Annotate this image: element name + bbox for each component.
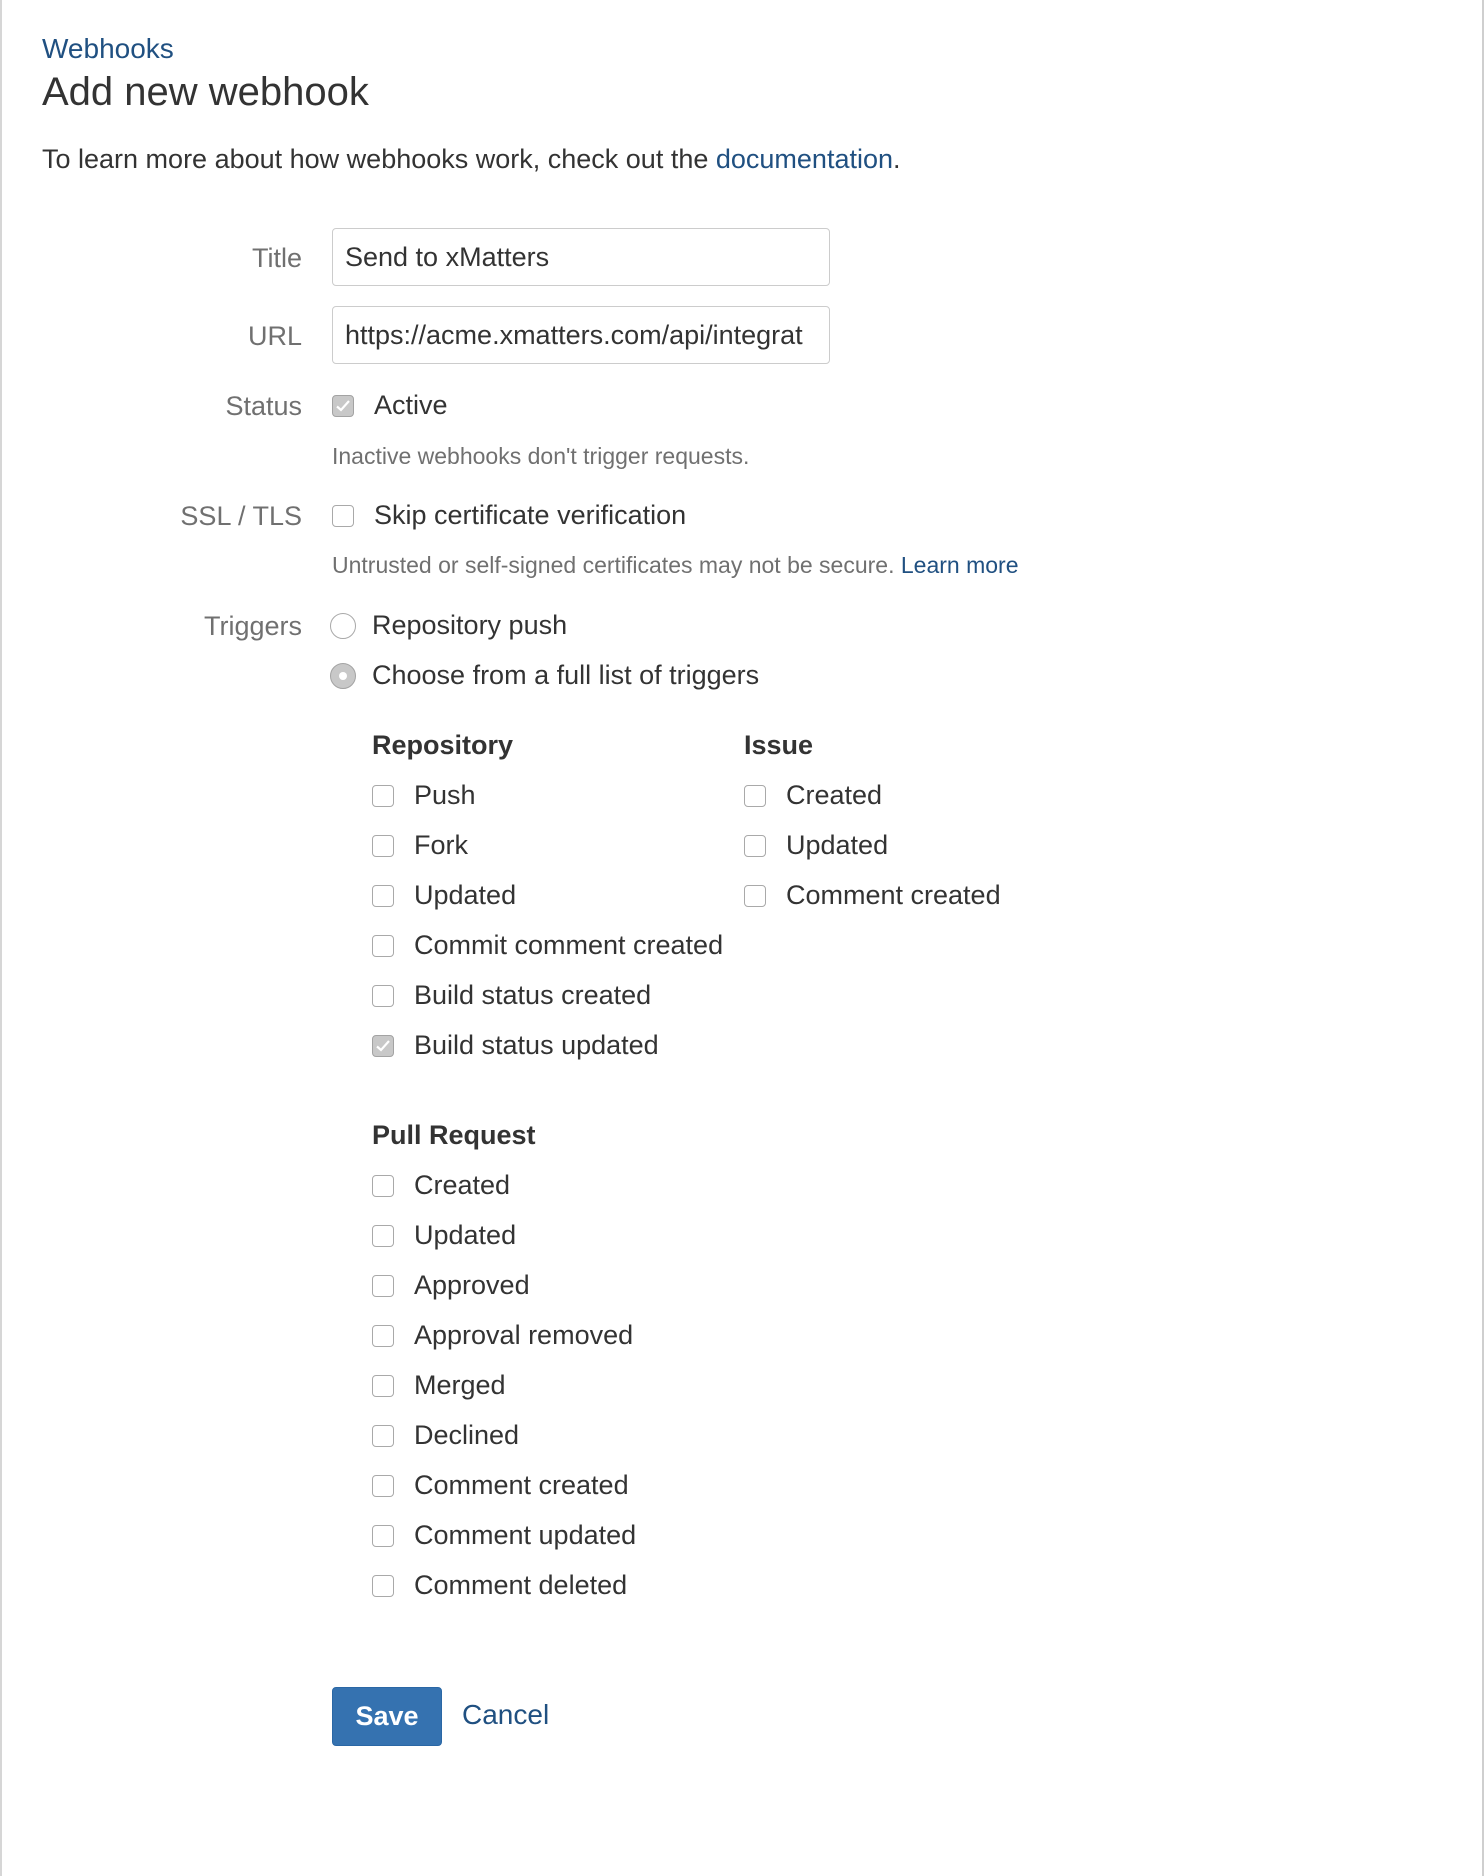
repository-heading: Repository bbox=[372, 730, 514, 760]
pull-request-trigger-label: Declined bbox=[414, 1420, 520, 1450]
ssl-help-body: Untrusted or self-signed certificates may not be secure. bbox=[332, 552, 895, 578]
pull-request-trigger-checkbox[interactable] bbox=[372, 1175, 394, 1197]
pull-request-heading: Pull Request bbox=[372, 1120, 536, 1150]
ssl-label: SSL / TLS bbox=[180, 501, 302, 531]
pull-request-trigger-checkbox[interactable] bbox=[372, 1275, 394, 1297]
pull-request-trigger-checkbox[interactable] bbox=[372, 1225, 394, 1247]
url-input[interactable] bbox=[332, 306, 830, 364]
trigger-mode-repository-push[interactable] bbox=[330, 610, 567, 641]
title-label: Title bbox=[251, 243, 302, 273]
pull-request-trigger-option[interactable] bbox=[372, 1470, 629, 1501]
save-button[interactable]: Save bbox=[332, 1687, 442, 1746]
issue-trigger-checkbox[interactable] bbox=[744, 785, 766, 807]
issue-trigger-label: Updated bbox=[786, 830, 889, 860]
pull-request-trigger-option[interactable] bbox=[372, 1370, 506, 1401]
pull-request-trigger-label: Comment updated bbox=[414, 1520, 637, 1550]
trigger-mode-repository-push-label: Repository push bbox=[372, 610, 568, 640]
radio-dot-icon bbox=[339, 672, 347, 680]
pull-request-trigger-checkbox[interactable] bbox=[372, 1575, 394, 1597]
repository-trigger-checkbox[interactable] bbox=[372, 985, 394, 1007]
repository-trigger-option[interactable] bbox=[372, 830, 468, 861]
ssl-skip-checkbox[interactable] bbox=[332, 505, 354, 527]
pull-request-trigger-option[interactable] bbox=[372, 1520, 636, 1551]
trigger-mode-full-list[interactable] bbox=[330, 660, 759, 691]
status-label: Status bbox=[225, 391, 302, 421]
pull-request-trigger-checkbox[interactable] bbox=[372, 1325, 394, 1347]
trigger-mode-full-list-label: Choose from a full list of triggers bbox=[372, 660, 760, 690]
repository-trigger-label: Build status created bbox=[414, 980, 652, 1010]
pull-request-trigger-label: Updated bbox=[414, 1220, 517, 1250]
ssl-skip-label: Skip certificate verification bbox=[374, 500, 687, 530]
pull-request-trigger-option[interactable] bbox=[372, 1220, 516, 1251]
page-left-border bbox=[0, 0, 2, 1876]
page-title: Add new webhook bbox=[42, 70, 369, 114]
repository-trigger-label: Fork bbox=[414, 830, 468, 860]
pull-request-trigger-label: Comment deleted bbox=[414, 1570, 628, 1600]
intro-text bbox=[42, 144, 901, 175]
repository-trigger-checkbox[interactable] bbox=[372, 835, 394, 857]
intro-text-body: To learn more about how webhooks work, check out the bbox=[42, 144, 716, 174]
ssl-skip-option[interactable] bbox=[332, 500, 686, 531]
status-active-option[interactable] bbox=[332, 390, 448, 421]
repository-trigger-option[interactable] bbox=[372, 930, 723, 961]
status-active-checkbox[interactable] bbox=[332, 395, 354, 417]
pull-request-trigger-option[interactable] bbox=[372, 1270, 530, 1301]
checkmark-icon bbox=[375, 1039, 391, 1053]
issue-trigger-label: Comment created bbox=[786, 880, 1001, 910]
repository-trigger-option[interactable] bbox=[372, 980, 651, 1011]
ssl-help-text bbox=[332, 552, 1019, 579]
intro-text-suffix: . bbox=[893, 144, 901, 174]
pull-request-trigger-option[interactable] bbox=[372, 1570, 627, 1601]
pull-request-trigger-label: Created bbox=[414, 1170, 511, 1200]
trigger-mode-full-list-radio[interactable] bbox=[330, 663, 356, 689]
title-input[interactable] bbox=[332, 228, 830, 286]
pull-request-trigger-checkbox[interactable] bbox=[372, 1475, 394, 1497]
issue-trigger-checkbox[interactable] bbox=[744, 835, 766, 857]
issue-trigger-option[interactable] bbox=[744, 880, 1001, 911]
pull-request-trigger-option[interactable] bbox=[372, 1420, 519, 1451]
issue-trigger-checkbox[interactable] bbox=[744, 885, 766, 907]
pull-request-trigger-label: Approval removed bbox=[414, 1320, 634, 1350]
pull-request-trigger-checkbox[interactable] bbox=[372, 1425, 394, 1447]
repository-trigger-label: Updated bbox=[414, 880, 517, 910]
cancel-link[interactable]: Cancel bbox=[462, 1699, 550, 1730]
pull-request-trigger-option[interactable] bbox=[372, 1170, 510, 1201]
pull-request-trigger-checkbox[interactable] bbox=[372, 1375, 394, 1397]
learn-more-link[interactable]: Learn more bbox=[900, 552, 1019, 578]
status-active-label: Active bbox=[374, 390, 448, 420]
pull-request-trigger-label: Approved bbox=[414, 1270, 530, 1300]
repository-trigger-label: Push bbox=[414, 780, 476, 810]
repository-trigger-label: Build status updated bbox=[414, 1030, 659, 1060]
pull-request-trigger-label: Merged bbox=[414, 1370, 506, 1400]
issue-trigger-option[interactable] bbox=[744, 780, 882, 811]
issue-trigger-label: Created bbox=[786, 780, 883, 810]
triggers-label: Triggers bbox=[203, 611, 302, 641]
pull-request-trigger-checkbox[interactable] bbox=[372, 1525, 394, 1547]
pull-request-trigger-option[interactable] bbox=[372, 1320, 633, 1351]
documentation-link[interactable]: documentation bbox=[715, 144, 893, 174]
repository-trigger-option[interactable] bbox=[372, 1030, 659, 1061]
status-help-text: Inactive webhooks don't trigger requests. bbox=[332, 443, 750, 469]
repository-trigger-checkbox[interactable] bbox=[372, 885, 394, 907]
pull-request-trigger-label: Comment created bbox=[414, 1470, 629, 1500]
repository-trigger-checkbox[interactable] bbox=[372, 1035, 394, 1057]
repository-trigger-label: Commit comment created bbox=[414, 930, 724, 960]
breadcrumb-webhooks[interactable]: Webhooks bbox=[42, 33, 174, 64]
issue-trigger-option[interactable] bbox=[744, 830, 888, 861]
url-label: URL bbox=[247, 321, 302, 351]
repository-trigger-option[interactable] bbox=[372, 880, 516, 911]
repository-trigger-checkbox[interactable] bbox=[372, 785, 394, 807]
repository-trigger-option[interactable] bbox=[372, 780, 476, 811]
checkmark-icon bbox=[335, 399, 351, 413]
repository-trigger-checkbox[interactable] bbox=[372, 935, 394, 957]
trigger-mode-repository-push-radio[interactable] bbox=[330, 613, 356, 639]
issue-heading: Issue bbox=[744, 730, 814, 760]
